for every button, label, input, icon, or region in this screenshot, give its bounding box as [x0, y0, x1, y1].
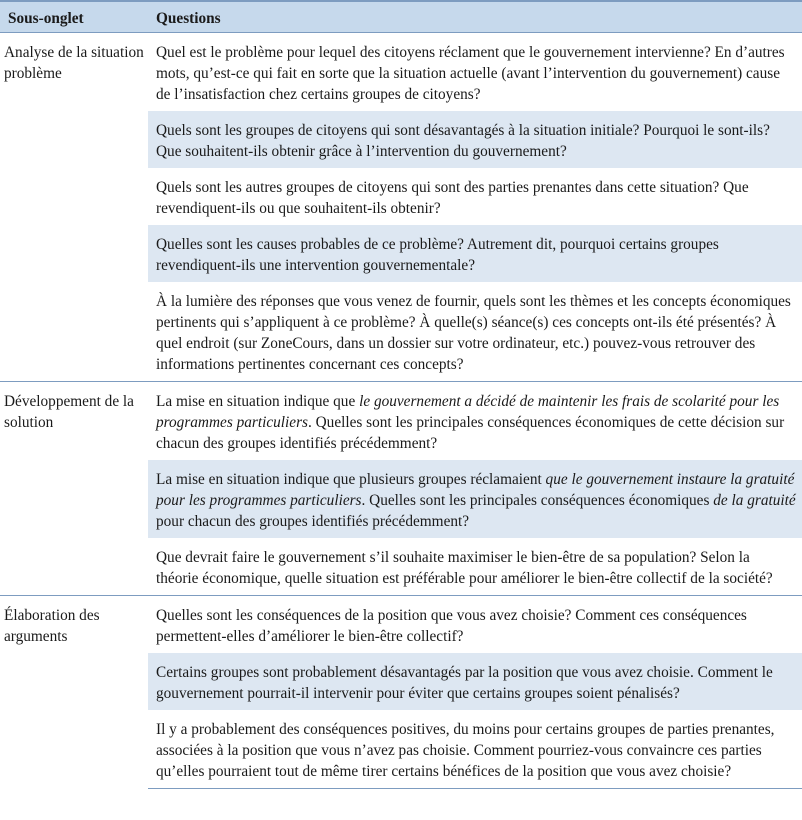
question-text: Certains groupes sont probablement désavantagés par la position que vous avez choisie. Comment le gouvernement pourrait-il intervenir pour éviter que certains groupes soient pénalisés? [156, 664, 773, 702]
question-cell [148, 538, 802, 596]
table-row [0, 33, 802, 112]
question-cell [148, 225, 802, 282]
question-cell [148, 111, 802, 168]
sous-onglet-label: Développement de la solution [0, 382, 148, 596]
table-row [0, 596, 802, 654]
question-text: Que devrait faire le gouvernement s’il souhaite maximiser le bien-être de sa population? Selon la théorie économique, quelle situation est préférable pour améliorer le bien-être collectif de la société? [156, 549, 773, 587]
question-text: Quelles sont les conséquences de la position que vous avez choisie? Comment ces conséquences permettent-elles d’améliorer le bien-être collectif? [156, 607, 747, 645]
question-text-italic: que le gouvernement instaure la gratuité pour les programmes particuliers [156, 471, 795, 509]
sous-onglet-label: Élaboration des arguments [0, 596, 148, 789]
header-sous-onglet: Sous-onglet [0, 1, 148, 33]
question-cell [148, 710, 802, 789]
question-cell [148, 282, 802, 382]
question-text-italic: de la gratuité [713, 492, 796, 509]
question-cell [148, 33, 802, 112]
sous-onglet-label: Analyse de la situation problème [0, 33, 148, 382]
question-cell [148, 168, 802, 225]
header-row [0, 1, 802, 33]
table-row [0, 382, 802, 461]
question-text: Quel est le problème pour lequel des citoyens réclament que le gouvernement intervienne? En d’autres mots, qu’est-ce qui fait en sorte que la situation actuelle (avant l’intervention du gouvernement) cause de l’insatisfaction chez certains groupes de citoyens? [156, 44, 785, 103]
question-cell [148, 596, 802, 654]
question-text: Quels sont les groupes de citoyens qui sont désavantagés à la situation initiale? Pourquoi le sont-ils? Que souhaitent-ils obtenir grâce à l’intervention du gouvernement? [156, 122, 770, 160]
question-text: . Quelles sont les principales conséquences économiques de cette décision sur chacun des groupes identifiés précédemment? [156, 414, 785, 452]
question-text: À la lumière des réponses que vous venez de fournir, quels sont les thèmes et les concepts économiques pertinents qui s’appliquent à ce problème? À quelle(s) séance(s) ces concepts ont-ils été présentés? À quel endroit (sur ZoneCours, dans un dossier sur votre ordinateur, etc.) pouvez-vous retrouver des informations pertinentes concernant ces concepts? [156, 293, 791, 373]
question-cell [148, 382, 802, 461]
question-text: La mise en situation indique que [156, 393, 360, 410]
question-text: Quelles sont les causes probables de ce problème? Autrement dit, pourquoi certains groupes revendiquent-ils une intervention gouvernementale? [156, 236, 719, 274]
question-text-italic: le gouvernement a décidé de maintenir les frais de scolarité pour les programmes particuliers [156, 393, 780, 431]
table-body [0, 33, 802, 789]
question-text: La mise en situation indique que plusieurs groupes réclamaient [156, 471, 546, 488]
question-cell [148, 460, 802, 538]
question-cell [148, 653, 802, 710]
question-text: Il y a probablement des conséquences positives, du moins pour certains groupes de parties prenantes, associées à la position que vous n’avez pas choisie. Comment pourriez-vous convaincre ces parties qu’elles pourraient tout de même tirer certains bénéfices de la position que vous avez choisie? [156, 721, 775, 780]
question-text: Quels sont les autres groupes de citoyens qui sont des parties prenantes dans cette situation? Que revendiquent-ils ou que souhaitent-ils obtenir? [156, 179, 749, 217]
question-text: pour chacun des groupes identifiés précédemment? [156, 513, 470, 530]
header-questions: Questions [148, 1, 802, 33]
question-text: . Quelles sont les principales conséquences économiques [361, 492, 714, 509]
